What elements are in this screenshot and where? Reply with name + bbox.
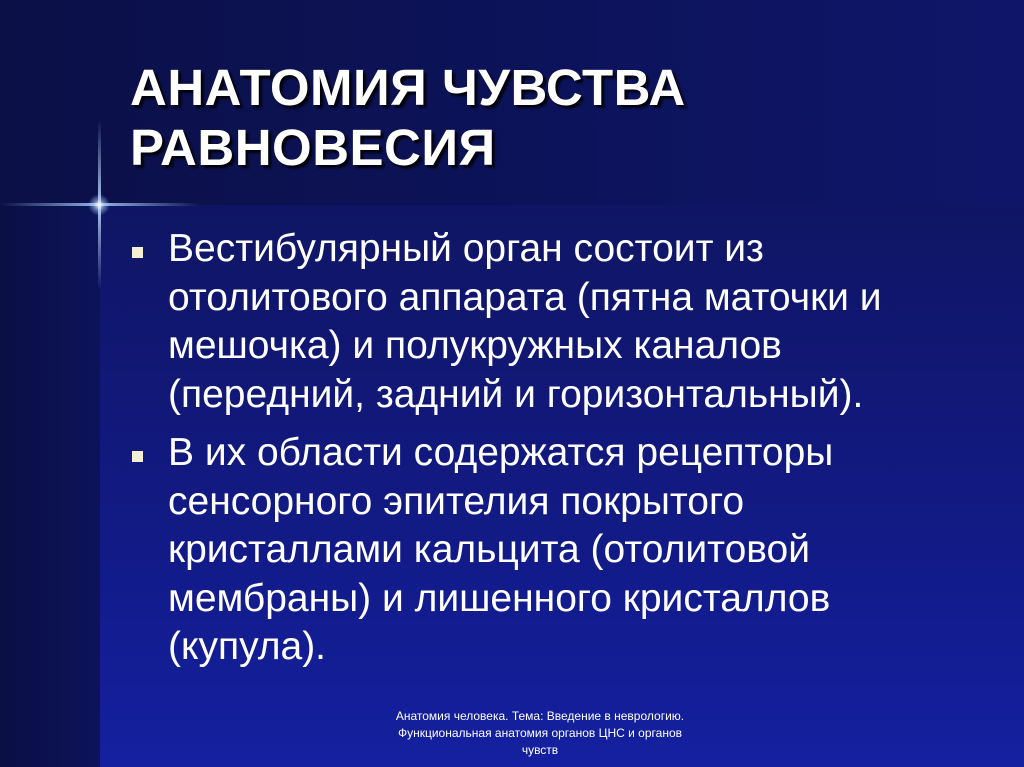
slide-footer: Анатомия человека. Тема: Введение в неврологию. Функциональная анатомия органов ЦНС и органов чувств xyxy=(395,709,685,757)
square-bullet-icon xyxy=(132,247,143,258)
bullet-item xyxy=(130,429,980,672)
bullet-item xyxy=(130,225,980,419)
square-bullet-icon xyxy=(132,451,143,462)
light-flare-icon xyxy=(88,194,110,216)
bullet-text: Вестибулярный орган состоит из отолитового аппарата (пятна маточки и мешочка) и полукружных каналов (передний, задний и горизонтальный). xyxy=(168,227,882,416)
bullet-list xyxy=(130,225,980,682)
bullet-text: В их области содержатся рецепторы сенсорного эпителия покрытого кристаллами кальцита (отолитовой мембраны) и лишенного кристаллов (купула). xyxy=(168,431,834,668)
left-band xyxy=(0,205,100,767)
slide-title: АНАТОМИЯ ЧУВСТВА РАВНОВЕСИЯ xyxy=(130,59,686,176)
